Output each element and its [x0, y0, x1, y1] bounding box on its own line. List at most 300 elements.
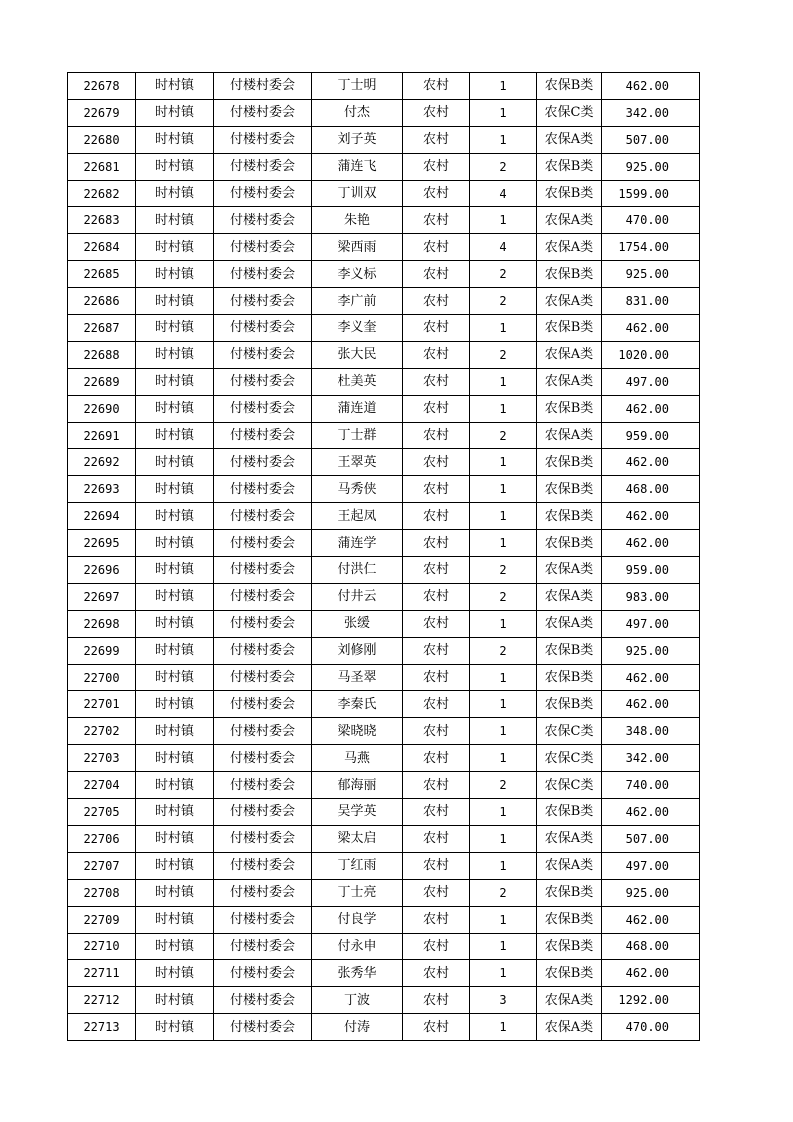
- name-cell: 蒲连飞: [312, 153, 403, 180]
- row-id-cell: 22704: [68, 772, 136, 799]
- name-cell: 李义奎: [312, 315, 403, 342]
- row-id-cell: 22681: [68, 153, 136, 180]
- town-cell: 时村镇: [136, 960, 214, 987]
- table-row: [68, 691, 700, 718]
- amount-cell: 507.00: [602, 825, 700, 852]
- village-cell: 付楼村委会: [214, 933, 312, 960]
- name-cell: 丁红雨: [312, 852, 403, 879]
- town-cell: 时村镇: [136, 341, 214, 368]
- name-cell: 梁太启: [312, 825, 403, 852]
- name-cell: 付杰: [312, 99, 403, 126]
- row-id-cell: 22686: [68, 288, 136, 315]
- village-cell: 付楼村委会: [214, 449, 312, 476]
- name-cell: 梁晓晓: [312, 718, 403, 745]
- category-cell: 农保B类: [537, 799, 602, 826]
- amount-cell: 740.00: [602, 772, 700, 799]
- town-cell: 时村镇: [136, 126, 214, 153]
- town-cell: 时村镇: [136, 153, 214, 180]
- amount-cell: 462.00: [602, 315, 700, 342]
- village-cell: 付楼村委会: [214, 583, 312, 610]
- table-row: [68, 207, 700, 234]
- name-cell: 张缓: [312, 610, 403, 637]
- row-id-cell: 22700: [68, 664, 136, 691]
- village-cell: 付楼村委会: [214, 772, 312, 799]
- amount-cell: 342.00: [602, 99, 700, 126]
- table-row: [68, 73, 700, 100]
- category-cell: 农保C类: [537, 772, 602, 799]
- name-cell: 刘修刚: [312, 637, 403, 664]
- area-type-cell: 农村: [403, 637, 470, 664]
- table-row: [68, 987, 700, 1014]
- amount-cell: 462.00: [602, 73, 700, 100]
- name-cell: 郁海丽: [312, 772, 403, 799]
- category-cell: 农保B类: [537, 906, 602, 933]
- area-type-cell: 农村: [403, 153, 470, 180]
- row-id-cell: 22678: [68, 73, 136, 100]
- amount-cell: 468.00: [602, 476, 700, 503]
- village-cell: 付楼村委会: [214, 691, 312, 718]
- category-cell: 农保A类: [537, 368, 602, 395]
- row-id-cell: 22691: [68, 422, 136, 449]
- category-cell: 农保B类: [537, 691, 602, 718]
- amount-cell: 831.00: [602, 288, 700, 315]
- town-cell: 时村镇: [136, 368, 214, 395]
- row-id-cell: 22693: [68, 476, 136, 503]
- category-cell: 农保A类: [537, 126, 602, 153]
- area-type-cell: 农村: [403, 395, 470, 422]
- category-cell: 农保A类: [537, 852, 602, 879]
- town-cell: 时村镇: [136, 799, 214, 826]
- town-cell: 时村镇: [136, 987, 214, 1014]
- row-id-cell: 22699: [68, 637, 136, 664]
- name-cell: 付洪仁: [312, 557, 403, 584]
- village-cell: 付楼村委会: [214, 73, 312, 100]
- household-count-cell: 2: [470, 288, 537, 315]
- household-count-cell: 2: [470, 772, 537, 799]
- table-body: [68, 73, 700, 1041]
- village-cell: 付楼村委会: [214, 718, 312, 745]
- area-type-cell: 农村: [403, 126, 470, 153]
- row-id-cell: 22688: [68, 341, 136, 368]
- town-cell: 时村镇: [136, 637, 214, 664]
- row-id-cell: 22679: [68, 99, 136, 126]
- amount-cell: 925.00: [602, 153, 700, 180]
- town-cell: 时村镇: [136, 583, 214, 610]
- table-row: [68, 825, 700, 852]
- table-row: [68, 341, 700, 368]
- household-count-cell: 1: [470, 503, 537, 530]
- row-id-cell: 22712: [68, 987, 136, 1014]
- category-cell: 农保C类: [537, 745, 602, 772]
- category-cell: 农保A类: [537, 422, 602, 449]
- amount-cell: 462.00: [602, 906, 700, 933]
- table-row: [68, 852, 700, 879]
- village-cell: 付楼村委会: [214, 368, 312, 395]
- village-cell: 付楼村委会: [214, 261, 312, 288]
- name-cell: 吴学英: [312, 799, 403, 826]
- amount-cell: 462.00: [602, 449, 700, 476]
- name-cell: 梁西雨: [312, 234, 403, 261]
- category-cell: 农保C类: [537, 99, 602, 126]
- amount-cell: 468.00: [602, 933, 700, 960]
- amount-cell: 497.00: [602, 368, 700, 395]
- row-id-cell: 22710: [68, 933, 136, 960]
- household-count-cell: 2: [470, 153, 537, 180]
- category-cell: 农保B类: [537, 530, 602, 557]
- category-cell: 农保A类: [537, 557, 602, 584]
- town-cell: 时村镇: [136, 261, 214, 288]
- category-cell: 农保B类: [537, 879, 602, 906]
- household-count-cell: 1: [470, 449, 537, 476]
- household-count-cell: 1: [470, 664, 537, 691]
- town-cell: 时村镇: [136, 772, 214, 799]
- name-cell: 付永申: [312, 933, 403, 960]
- village-cell: 付楼村委会: [214, 987, 312, 1014]
- area-type-cell: 农村: [403, 99, 470, 126]
- town-cell: 时村镇: [136, 503, 214, 530]
- village-cell: 付楼村委会: [214, 153, 312, 180]
- row-id-cell: 22692: [68, 449, 136, 476]
- name-cell: 马燕: [312, 745, 403, 772]
- category-cell: 农保B类: [537, 261, 602, 288]
- household-count-cell: 2: [470, 422, 537, 449]
- table-row: [68, 906, 700, 933]
- area-type-cell: 农村: [403, 530, 470, 557]
- town-cell: 时村镇: [136, 99, 214, 126]
- category-cell: 农保B类: [537, 315, 602, 342]
- name-cell: 李义标: [312, 261, 403, 288]
- village-cell: 付楼村委会: [214, 422, 312, 449]
- village-cell: 付楼村委会: [214, 315, 312, 342]
- village-cell: 付楼村委会: [214, 610, 312, 637]
- town-cell: 时村镇: [136, 288, 214, 315]
- table-row: [68, 557, 700, 584]
- household-count-cell: 1: [470, 825, 537, 852]
- table-row: [68, 718, 700, 745]
- category-cell: 农保C类: [537, 718, 602, 745]
- town-cell: 时村镇: [136, 879, 214, 906]
- household-count-cell: 1: [470, 933, 537, 960]
- area-type-cell: 农村: [403, 503, 470, 530]
- area-type-cell: 农村: [403, 718, 470, 745]
- household-count-cell: 2: [470, 879, 537, 906]
- household-count-cell: 1: [470, 691, 537, 718]
- village-cell: 付楼村委会: [214, 799, 312, 826]
- village-cell: 付楼村委会: [214, 825, 312, 852]
- area-type-cell: 农村: [403, 987, 470, 1014]
- table-row: [68, 422, 700, 449]
- name-cell: 李秦氏: [312, 691, 403, 718]
- household-count-cell: 1: [470, 530, 537, 557]
- town-cell: 时村镇: [136, 745, 214, 772]
- table-row: [68, 1014, 700, 1041]
- amount-cell: 462.00: [602, 960, 700, 987]
- household-count-cell: 1: [470, 718, 537, 745]
- amount-cell: 470.00: [602, 1014, 700, 1041]
- row-id-cell: 22685: [68, 261, 136, 288]
- name-cell: 丁士亮: [312, 879, 403, 906]
- town-cell: 时村镇: [136, 395, 214, 422]
- area-type-cell: 农村: [403, 583, 470, 610]
- name-cell: 朱艳: [312, 207, 403, 234]
- name-cell: 张大民: [312, 341, 403, 368]
- row-id-cell: 22707: [68, 852, 136, 879]
- row-id-cell: 22684: [68, 234, 136, 261]
- town-cell: 时村镇: [136, 315, 214, 342]
- household-count-cell: 2: [470, 557, 537, 584]
- area-type-cell: 农村: [403, 933, 470, 960]
- town-cell: 时村镇: [136, 73, 214, 100]
- category-cell: 农保B类: [537, 933, 602, 960]
- row-id-cell: 22703: [68, 745, 136, 772]
- household-count-cell: 1: [470, 906, 537, 933]
- table-row: [68, 772, 700, 799]
- table-row: [68, 315, 700, 342]
- row-id-cell: 22697: [68, 583, 136, 610]
- table-row: [68, 745, 700, 772]
- table-row: [68, 368, 700, 395]
- table-row: [68, 530, 700, 557]
- area-type-cell: 农村: [403, 476, 470, 503]
- town-cell: 时村镇: [136, 180, 214, 207]
- village-cell: 付楼村委会: [214, 180, 312, 207]
- amount-cell: 507.00: [602, 126, 700, 153]
- table-row: [68, 395, 700, 422]
- area-type-cell: 农村: [403, 1014, 470, 1041]
- name-cell: 杜美英: [312, 368, 403, 395]
- row-id-cell: 22680: [68, 126, 136, 153]
- table-row: [68, 476, 700, 503]
- household-count-cell: 1: [470, 799, 537, 826]
- table-row: [68, 610, 700, 637]
- category-cell: 农保A类: [537, 234, 602, 261]
- row-id-cell: 22706: [68, 825, 136, 852]
- village-cell: 付楼村委会: [214, 1014, 312, 1041]
- household-count-cell: 1: [470, 852, 537, 879]
- name-cell: 张秀华: [312, 960, 403, 987]
- name-cell: 马圣翠: [312, 664, 403, 691]
- household-count-cell: 1: [470, 126, 537, 153]
- household-count-cell: 1: [470, 745, 537, 772]
- category-cell: 农保B类: [537, 503, 602, 530]
- town-cell: 时村镇: [136, 530, 214, 557]
- amount-cell: 1599.00: [602, 180, 700, 207]
- name-cell: 付井云: [312, 583, 403, 610]
- area-type-cell: 农村: [403, 610, 470, 637]
- household-count-cell: 1: [470, 610, 537, 637]
- area-type-cell: 农村: [403, 557, 470, 584]
- town-cell: 时村镇: [136, 718, 214, 745]
- village-cell: 付楼村委会: [214, 207, 312, 234]
- household-count-cell: 4: [470, 234, 537, 261]
- village-cell: 付楼村委会: [214, 341, 312, 368]
- village-cell: 付楼村委会: [214, 852, 312, 879]
- area-type-cell: 农村: [403, 664, 470, 691]
- village-cell: 付楼村委会: [214, 234, 312, 261]
- category-cell: 农保B类: [537, 449, 602, 476]
- area-type-cell: 农村: [403, 180, 470, 207]
- town-cell: 时村镇: [136, 207, 214, 234]
- household-count-cell: 2: [470, 637, 537, 664]
- name-cell: 付涛: [312, 1014, 403, 1041]
- area-type-cell: 农村: [403, 73, 470, 100]
- category-cell: 农保A类: [537, 1014, 602, 1041]
- category-cell: 农保B类: [537, 637, 602, 664]
- category-cell: 农保A类: [537, 987, 602, 1014]
- row-id-cell: 22708: [68, 879, 136, 906]
- amount-cell: 1754.00: [602, 234, 700, 261]
- table-row: [68, 180, 700, 207]
- village-cell: 付楼村委会: [214, 906, 312, 933]
- area-type-cell: 农村: [403, 960, 470, 987]
- name-cell: 王翠英: [312, 449, 403, 476]
- row-id-cell: 22682: [68, 180, 136, 207]
- table-row: [68, 879, 700, 906]
- town-cell: 时村镇: [136, 825, 214, 852]
- table-row: [68, 126, 700, 153]
- table-row: [68, 449, 700, 476]
- amount-cell: 462.00: [602, 503, 700, 530]
- area-type-cell: 农村: [403, 315, 470, 342]
- household-count-cell: 1: [470, 395, 537, 422]
- area-type-cell: 农村: [403, 852, 470, 879]
- area-type-cell: 农村: [403, 449, 470, 476]
- amount-cell: 342.00: [602, 745, 700, 772]
- town-cell: 时村镇: [136, 933, 214, 960]
- row-id-cell: 22694: [68, 503, 136, 530]
- town-cell: 时村镇: [136, 234, 214, 261]
- name-cell: 马秀侠: [312, 476, 403, 503]
- data-table: [67, 72, 700, 1041]
- village-cell: 付楼村委会: [214, 288, 312, 315]
- table-row: [68, 664, 700, 691]
- name-cell: 丁训双: [312, 180, 403, 207]
- amount-cell: 462.00: [602, 395, 700, 422]
- amount-cell: 462.00: [602, 799, 700, 826]
- row-id-cell: 22696: [68, 557, 136, 584]
- row-id-cell: 22698: [68, 610, 136, 637]
- town-cell: 时村镇: [136, 664, 214, 691]
- household-count-cell: 2: [470, 261, 537, 288]
- category-cell: 农保B类: [537, 960, 602, 987]
- village-cell: 付楼村委会: [214, 503, 312, 530]
- area-type-cell: 农村: [403, 906, 470, 933]
- town-cell: 时村镇: [136, 852, 214, 879]
- category-cell: 农保A类: [537, 583, 602, 610]
- area-type-cell: 农村: [403, 288, 470, 315]
- town-cell: 时村镇: [136, 906, 214, 933]
- category-cell: 农保B类: [537, 664, 602, 691]
- category-cell: 农保A类: [537, 341, 602, 368]
- table-row: [68, 288, 700, 315]
- area-type-cell: 农村: [403, 772, 470, 799]
- row-id-cell: 22701: [68, 691, 136, 718]
- household-count-cell: 1: [470, 368, 537, 395]
- amount-cell: 959.00: [602, 557, 700, 584]
- household-count-cell: 1: [470, 476, 537, 503]
- category-cell: 农保B类: [537, 395, 602, 422]
- household-count-cell: 1: [470, 1014, 537, 1041]
- name-cell: 刘子英: [312, 126, 403, 153]
- table-row: [68, 799, 700, 826]
- row-id-cell: 22695: [68, 530, 136, 557]
- amount-cell: 959.00: [602, 422, 700, 449]
- amount-cell: 462.00: [602, 664, 700, 691]
- amount-cell: 497.00: [602, 852, 700, 879]
- area-type-cell: 农村: [403, 234, 470, 261]
- village-cell: 付楼村委会: [214, 99, 312, 126]
- household-count-cell: 1: [470, 73, 537, 100]
- amount-cell: 983.00: [602, 583, 700, 610]
- amount-cell: 462.00: [602, 530, 700, 557]
- category-cell: 农保B类: [537, 153, 602, 180]
- town-cell: 时村镇: [136, 449, 214, 476]
- row-id-cell: 22713: [68, 1014, 136, 1041]
- village-cell: 付楼村委会: [214, 476, 312, 503]
- town-cell: 时村镇: [136, 1014, 214, 1041]
- amount-cell: 1020.00: [602, 341, 700, 368]
- household-count-cell: 4: [470, 180, 537, 207]
- town-cell: 时村镇: [136, 422, 214, 449]
- town-cell: 时村镇: [136, 610, 214, 637]
- table-row: [68, 583, 700, 610]
- amount-cell: 470.00: [602, 207, 700, 234]
- household-count-cell: 2: [470, 583, 537, 610]
- village-cell: 付楼村委会: [214, 530, 312, 557]
- area-type-cell: 农村: [403, 207, 470, 234]
- row-id-cell: 22690: [68, 395, 136, 422]
- household-count-cell: 1: [470, 960, 537, 987]
- area-type-cell: 农村: [403, 879, 470, 906]
- table-row: [68, 153, 700, 180]
- table-row: [68, 99, 700, 126]
- amount-cell: 925.00: [602, 879, 700, 906]
- category-cell: 农保A类: [537, 288, 602, 315]
- amount-cell: 925.00: [602, 261, 700, 288]
- amount-cell: 348.00: [602, 718, 700, 745]
- table-row: [68, 637, 700, 664]
- town-cell: 时村镇: [136, 476, 214, 503]
- area-type-cell: 农村: [403, 799, 470, 826]
- amount-cell: 497.00: [602, 610, 700, 637]
- row-id-cell: 22709: [68, 906, 136, 933]
- area-type-cell: 农村: [403, 691, 470, 718]
- household-count-cell: 2: [470, 341, 537, 368]
- village-cell: 付楼村委会: [214, 637, 312, 664]
- table-row: [68, 234, 700, 261]
- row-id-cell: 22702: [68, 718, 136, 745]
- table-row: [68, 261, 700, 288]
- name-cell: 蒲连学: [312, 530, 403, 557]
- town-cell: 时村镇: [136, 557, 214, 584]
- village-cell: 付楼村委会: [214, 557, 312, 584]
- area-type-cell: 农村: [403, 422, 470, 449]
- category-cell: 农保B类: [537, 180, 602, 207]
- area-type-cell: 农村: [403, 745, 470, 772]
- row-id-cell: 22683: [68, 207, 136, 234]
- table-row: [68, 503, 700, 530]
- area-type-cell: 农村: [403, 825, 470, 852]
- village-cell: 付楼村委会: [214, 879, 312, 906]
- category-cell: 农保B类: [537, 476, 602, 503]
- name-cell: 李广前: [312, 288, 403, 315]
- name-cell: 丁士明: [312, 73, 403, 100]
- village-cell: 付楼村委会: [214, 745, 312, 772]
- area-type-cell: 农村: [403, 341, 470, 368]
- category-cell: 农保A类: [537, 610, 602, 637]
- name-cell: 丁士群: [312, 422, 403, 449]
- name-cell: 王起凤: [312, 503, 403, 530]
